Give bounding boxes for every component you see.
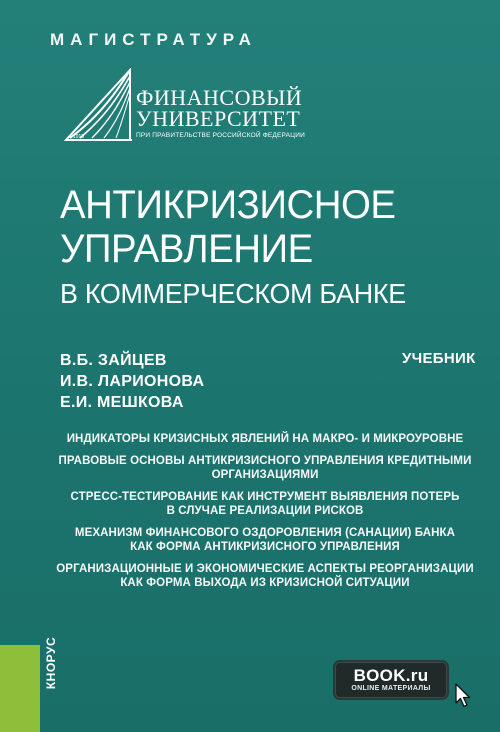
- topic-line: КАК ФОРМА АНТИКРИЗИСНОГО УПРАВЛЕНИЯ: [130, 541, 400, 553]
- topic-item: [45, 432, 485, 446]
- book-title: [60, 183, 490, 311]
- series-label: МАГИСТРАТУРА: [50, 30, 257, 49]
- title-line-3: В КОММЕРЧЕСКОМ БАНКЕ: [60, 278, 406, 309]
- university-logo: [60, 68, 310, 148]
- author: В.Б. ЗАЙЦЕВ: [60, 352, 167, 369]
- topic-line: ПРАВОВЫЕ ОСНОВЫ АНТИКРИЗИСНОГО УПРАВЛЕНИЯ КРЕДИТНЫМИ: [58, 455, 472, 467]
- author: Е.И. МЕШКОВА: [60, 394, 184, 411]
- book-ru-badge[interactable]: [335, 662, 447, 698]
- topics-list: [45, 432, 485, 598]
- logo-year: 1919: [73, 134, 85, 140]
- author: И.В. ЛАРИОНОВА: [60, 373, 205, 390]
- topic-line: МЕХАНИЗМ ФИНАНСОВОГО ОЗДОРОВЛЕНИЯ (САНАЦИИ) БАНКА: [74, 527, 456, 539]
- book-ru-title: BOOK.ru: [353, 666, 429, 685]
- logo-name-line2: УНИВЕРСИТЕТ: [136, 106, 301, 131]
- topic-line: ИНДИКАТОРЫ КРИЗИСНЫХ ЯВЛЕНИЙ НА МАКРО- И МИКРОУРОВНЕ: [66, 433, 464, 445]
- topic-item: [45, 562, 485, 590]
- book-type-label: УЧЕБНИК: [402, 350, 476, 367]
- topic-line: СТРЕСС-ТЕСТИРОВАНИЕ КАК ИНСТРУМЕНТ ВЫЯВЛЕНИЯ ПОТЕРЬ: [70, 491, 460, 503]
- topic-line: В СЛУЧАЕ РЕАЛИЗАЦИИ РИСКОВ: [166, 505, 364, 517]
- publisher-accent-bar: [0, 645, 40, 732]
- title-line-1: АНТИКРИЗИСНОЕ: [60, 183, 396, 227]
- logo-name-line1: ФИНАНСОВЫЙ: [136, 85, 303, 110]
- logo-subtitle: ПРИ ПРАВИТЕЛЬСТВЕ РОССИЙСКОЙ ФЕДЕРАЦИИ: [136, 132, 305, 139]
- authors-list: [60, 350, 204, 413]
- topic-item: [45, 454, 485, 482]
- topic-item: [45, 526, 485, 554]
- university-emblem-icon: [60, 68, 134, 144]
- mouse-cursor-icon: [455, 683, 473, 709]
- publisher-logo: [42, 636, 60, 690]
- title-line-2: УПРАВЛЕНИЕ: [60, 227, 313, 271]
- topic-line: ОРГАНИЗАЦИОННЫЕ И ЭКОНОМИЧЕСКИЕ АСПЕКТЫ РЕОРГАНИЗАЦИИ: [56, 563, 474, 575]
- topic-line: КАК ФОРМА ВЫХОДА ИЗ КРИЗИСНОЙ СИТУАЦИИ: [120, 577, 410, 589]
- topic-line: ОРГАНИЗАЦИЯМИ: [211, 469, 319, 481]
- publisher-name: КНОРУС: [44, 636, 58, 690]
- topic-item: [45, 490, 485, 518]
- book-ru-subtitle: ONLINE МАТЕРИАЛЫ: [351, 685, 431, 692]
